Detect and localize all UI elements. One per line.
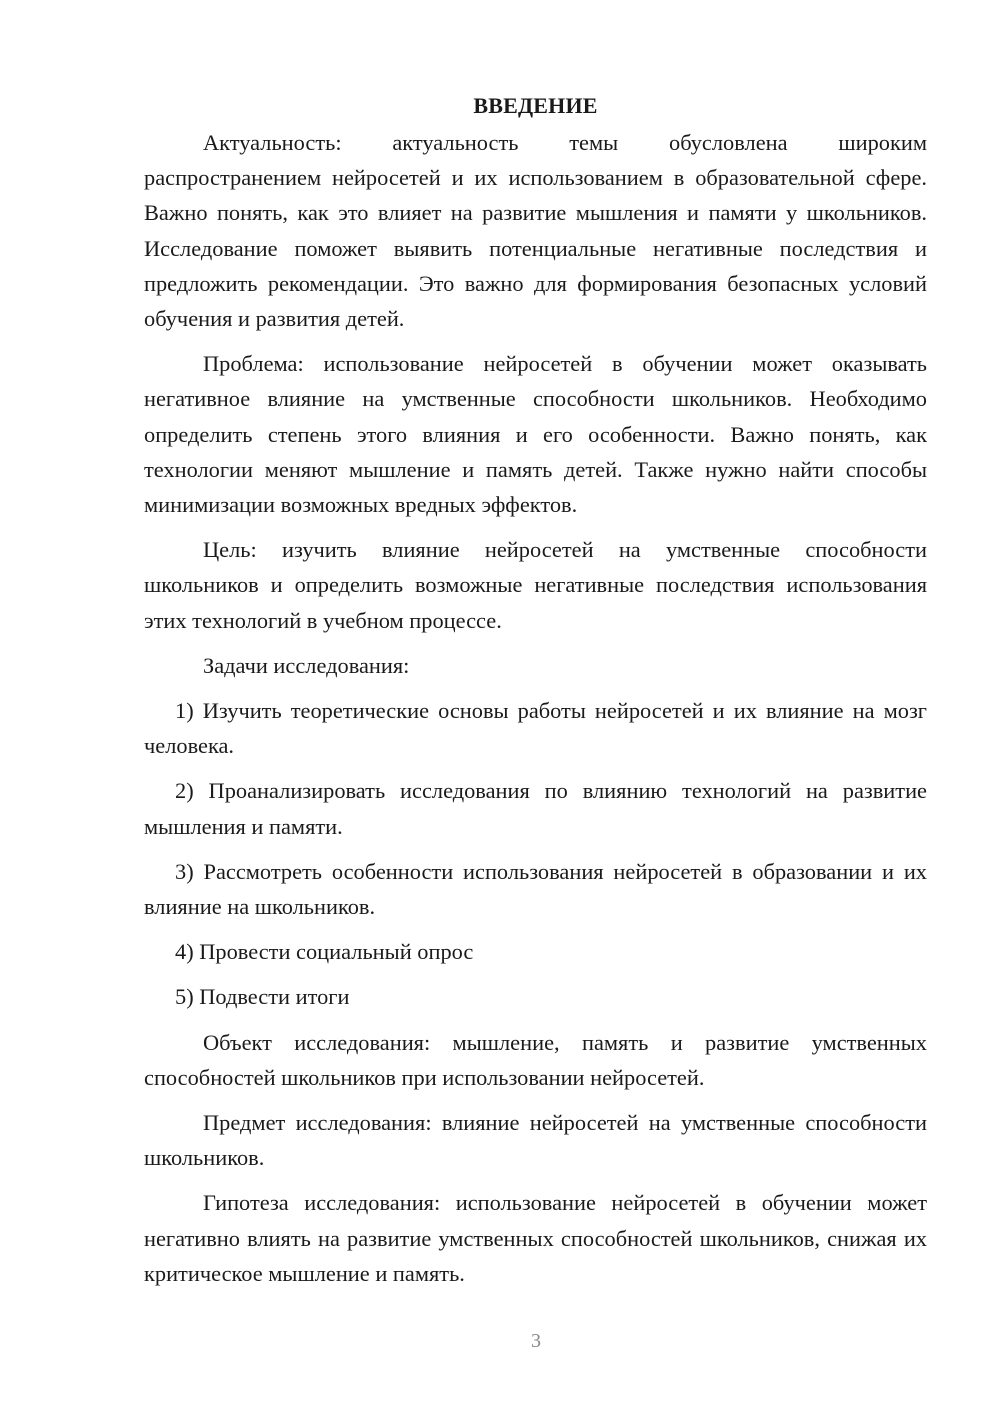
hypothesis-paragraph: Гипотеза исследования: использование нейросетей в обучении может негативно влиять на развитие умственных способностей школьников, снижая их критическое мышление и память. bbox=[144, 1190, 927, 1286]
subject-paragraph: Предмет исследования: влияние нейросетей на умственные способности школьников. bbox=[144, 1110, 927, 1171]
task-item-5: 5) Подвести итоги bbox=[175, 984, 350, 1010]
page-number: 3 bbox=[531, 1330, 541, 1352]
relevance-paragraph: Актуальность: актуальность темы обусловлена широким распространением нейросетей и их использованием в образовательной сфере. Важно понять, как это влияет на развитие мышления и памяти у школьников. Исследование поможет выявить потенциальные негативные последствия и предложить рекомендации. Это важно для формирования безопасных условий обучения и развития детей. bbox=[144, 130, 927, 332]
page-title: ВВЕДЕНИЕ bbox=[473, 93, 598, 118]
object-paragraph: Объект исследования: мышление, память и развитие умственных способностей школьников при использовании нейросетей. bbox=[144, 1029, 927, 1090]
task-item-2: 2) Проанализировать исследования по влиянию технологий на развитие мышления и памяти. bbox=[144, 778, 927, 839]
task-item-4: 4) Провести социальный опрос bbox=[175, 939, 474, 965]
problem-paragraph: Проблема: использование нейросетей в обучении может оказывать негативное влияние на умственные способности школьников. Необходимо определить степень этого влияния и его особенности. Важно понять, как технологии меняют мышление и память детей. Также нужно найти способы минимизации возможных вредных эффектов. bbox=[144, 351, 927, 518]
task-item-1: 1) Изучить теоретические основы работы нейросетей и их влияние на мозг человека. bbox=[144, 698, 927, 759]
goal-paragraph: Цель: изучить влияние нейросетей на умственные способности школьников и определить возможные негативные последствия использования этих технологий в учебном процессе. bbox=[144, 537, 927, 633]
tasks-title: Задачи исследования: bbox=[203, 652, 410, 678]
document-page bbox=[144, 88, 927, 1301]
task-item-3: 3) Рассмотреть особенности использования нейросетей в образовании и их влияние на школьников. bbox=[144, 858, 927, 920]
